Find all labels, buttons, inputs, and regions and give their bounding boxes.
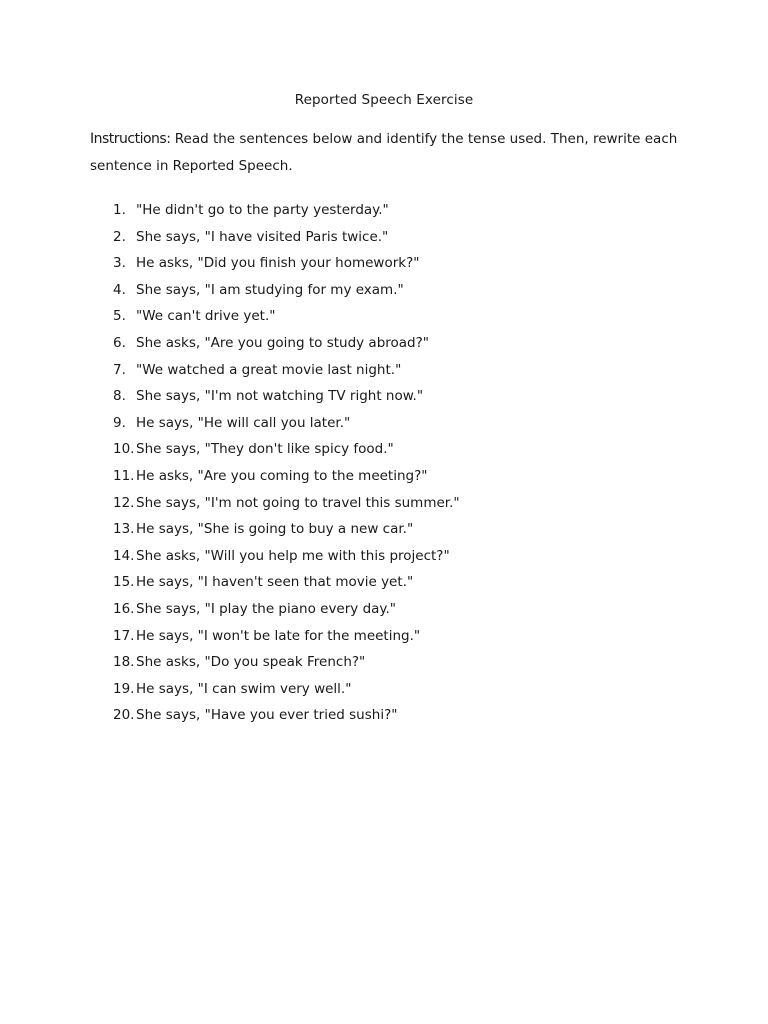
item-number: 13. xyxy=(113,521,135,538)
item-number: 14. xyxy=(113,547,135,564)
item-number: 9. xyxy=(113,414,126,431)
list-item xyxy=(0,303,768,330)
item-number: 17. xyxy=(113,627,135,644)
list-item xyxy=(0,543,768,570)
list-item xyxy=(0,676,768,703)
item-number: 15. xyxy=(113,574,135,591)
list-item xyxy=(0,516,768,543)
list-item xyxy=(0,383,768,410)
list-item xyxy=(0,649,768,676)
item-number: 2. xyxy=(113,228,126,245)
item-number: 20. xyxy=(113,707,135,724)
item-number: 6. xyxy=(113,334,126,351)
instructions-text: Read the sentences below and identify the tense used. Then, rewrite each sentence in Reported Speech. xyxy=(90,131,678,174)
sentence-list xyxy=(0,197,768,729)
item-text: He says, "She is going to buy a new car." xyxy=(136,521,414,538)
item-text: He says, "I haven't seen that movie yet." xyxy=(136,574,414,591)
item-text: She says, "I'm not watching TV right now." xyxy=(136,388,424,405)
item-text: "He didn't go to the party yesterday." xyxy=(136,202,389,218)
list-item xyxy=(0,197,768,224)
document-title: Reported Speech Exercise xyxy=(294,92,474,108)
item-number: 18. xyxy=(113,654,135,671)
item-number: 3. xyxy=(113,255,126,272)
list-item xyxy=(0,463,768,490)
item-number: 4. xyxy=(113,281,126,298)
list-item xyxy=(0,357,768,384)
list-item xyxy=(0,330,768,357)
item-text: He asks, "Did you finish your homework?" xyxy=(136,255,420,272)
item-text: He says, "I won't be late for the meeting." xyxy=(136,627,421,644)
item-text: He says, "He will call you later." xyxy=(136,414,351,431)
item-number: 11. xyxy=(113,467,135,484)
list-item xyxy=(0,623,768,650)
list-item xyxy=(0,250,768,277)
item-number: 7. xyxy=(113,361,126,378)
list-item xyxy=(0,224,768,251)
item-text: "We watched a great movie last night." xyxy=(136,361,402,378)
item-text: She asks, "Do you speak French?" xyxy=(136,654,366,671)
item-text: She says, "They don't like spicy food." xyxy=(136,441,394,458)
list-item xyxy=(0,702,768,729)
item-text: He asks, "Are you coming to the meeting?" xyxy=(136,467,428,484)
list-item xyxy=(0,596,768,623)
list-item xyxy=(0,490,768,517)
list-item xyxy=(0,436,768,463)
item-text: She says, "I have visited Paris twice." xyxy=(136,228,389,245)
item-text: She asks, "Will you help me with this project?" xyxy=(136,547,450,564)
item-number: 8. xyxy=(113,388,126,405)
item-text: She asks, "Are you going to study abroad?" xyxy=(136,334,429,351)
item-number: 5. xyxy=(113,308,126,325)
item-number: 10. xyxy=(113,441,135,458)
instructions-label: Instructions: xyxy=(90,131,171,147)
item-text: She says, "I am studying for my exam." xyxy=(136,281,404,298)
item-text: He says, "I can swim very well." xyxy=(136,680,352,697)
item-number: 1. xyxy=(113,202,126,218)
item-number: 16. xyxy=(113,600,135,617)
list-item xyxy=(0,277,768,304)
item-number: 12. xyxy=(113,494,135,511)
item-text: "We can't drive yet." xyxy=(136,308,276,325)
list-item xyxy=(0,410,768,437)
item-text: She says, "I play the piano every day." xyxy=(136,600,396,617)
item-number: 19. xyxy=(113,680,135,697)
item-text: She says, "I'm not going to travel this summer." xyxy=(136,494,460,511)
list-item xyxy=(0,569,768,596)
item-text: She says, "Have you ever tried sushi?" xyxy=(136,707,398,724)
instructions-paragraph xyxy=(90,126,690,180)
